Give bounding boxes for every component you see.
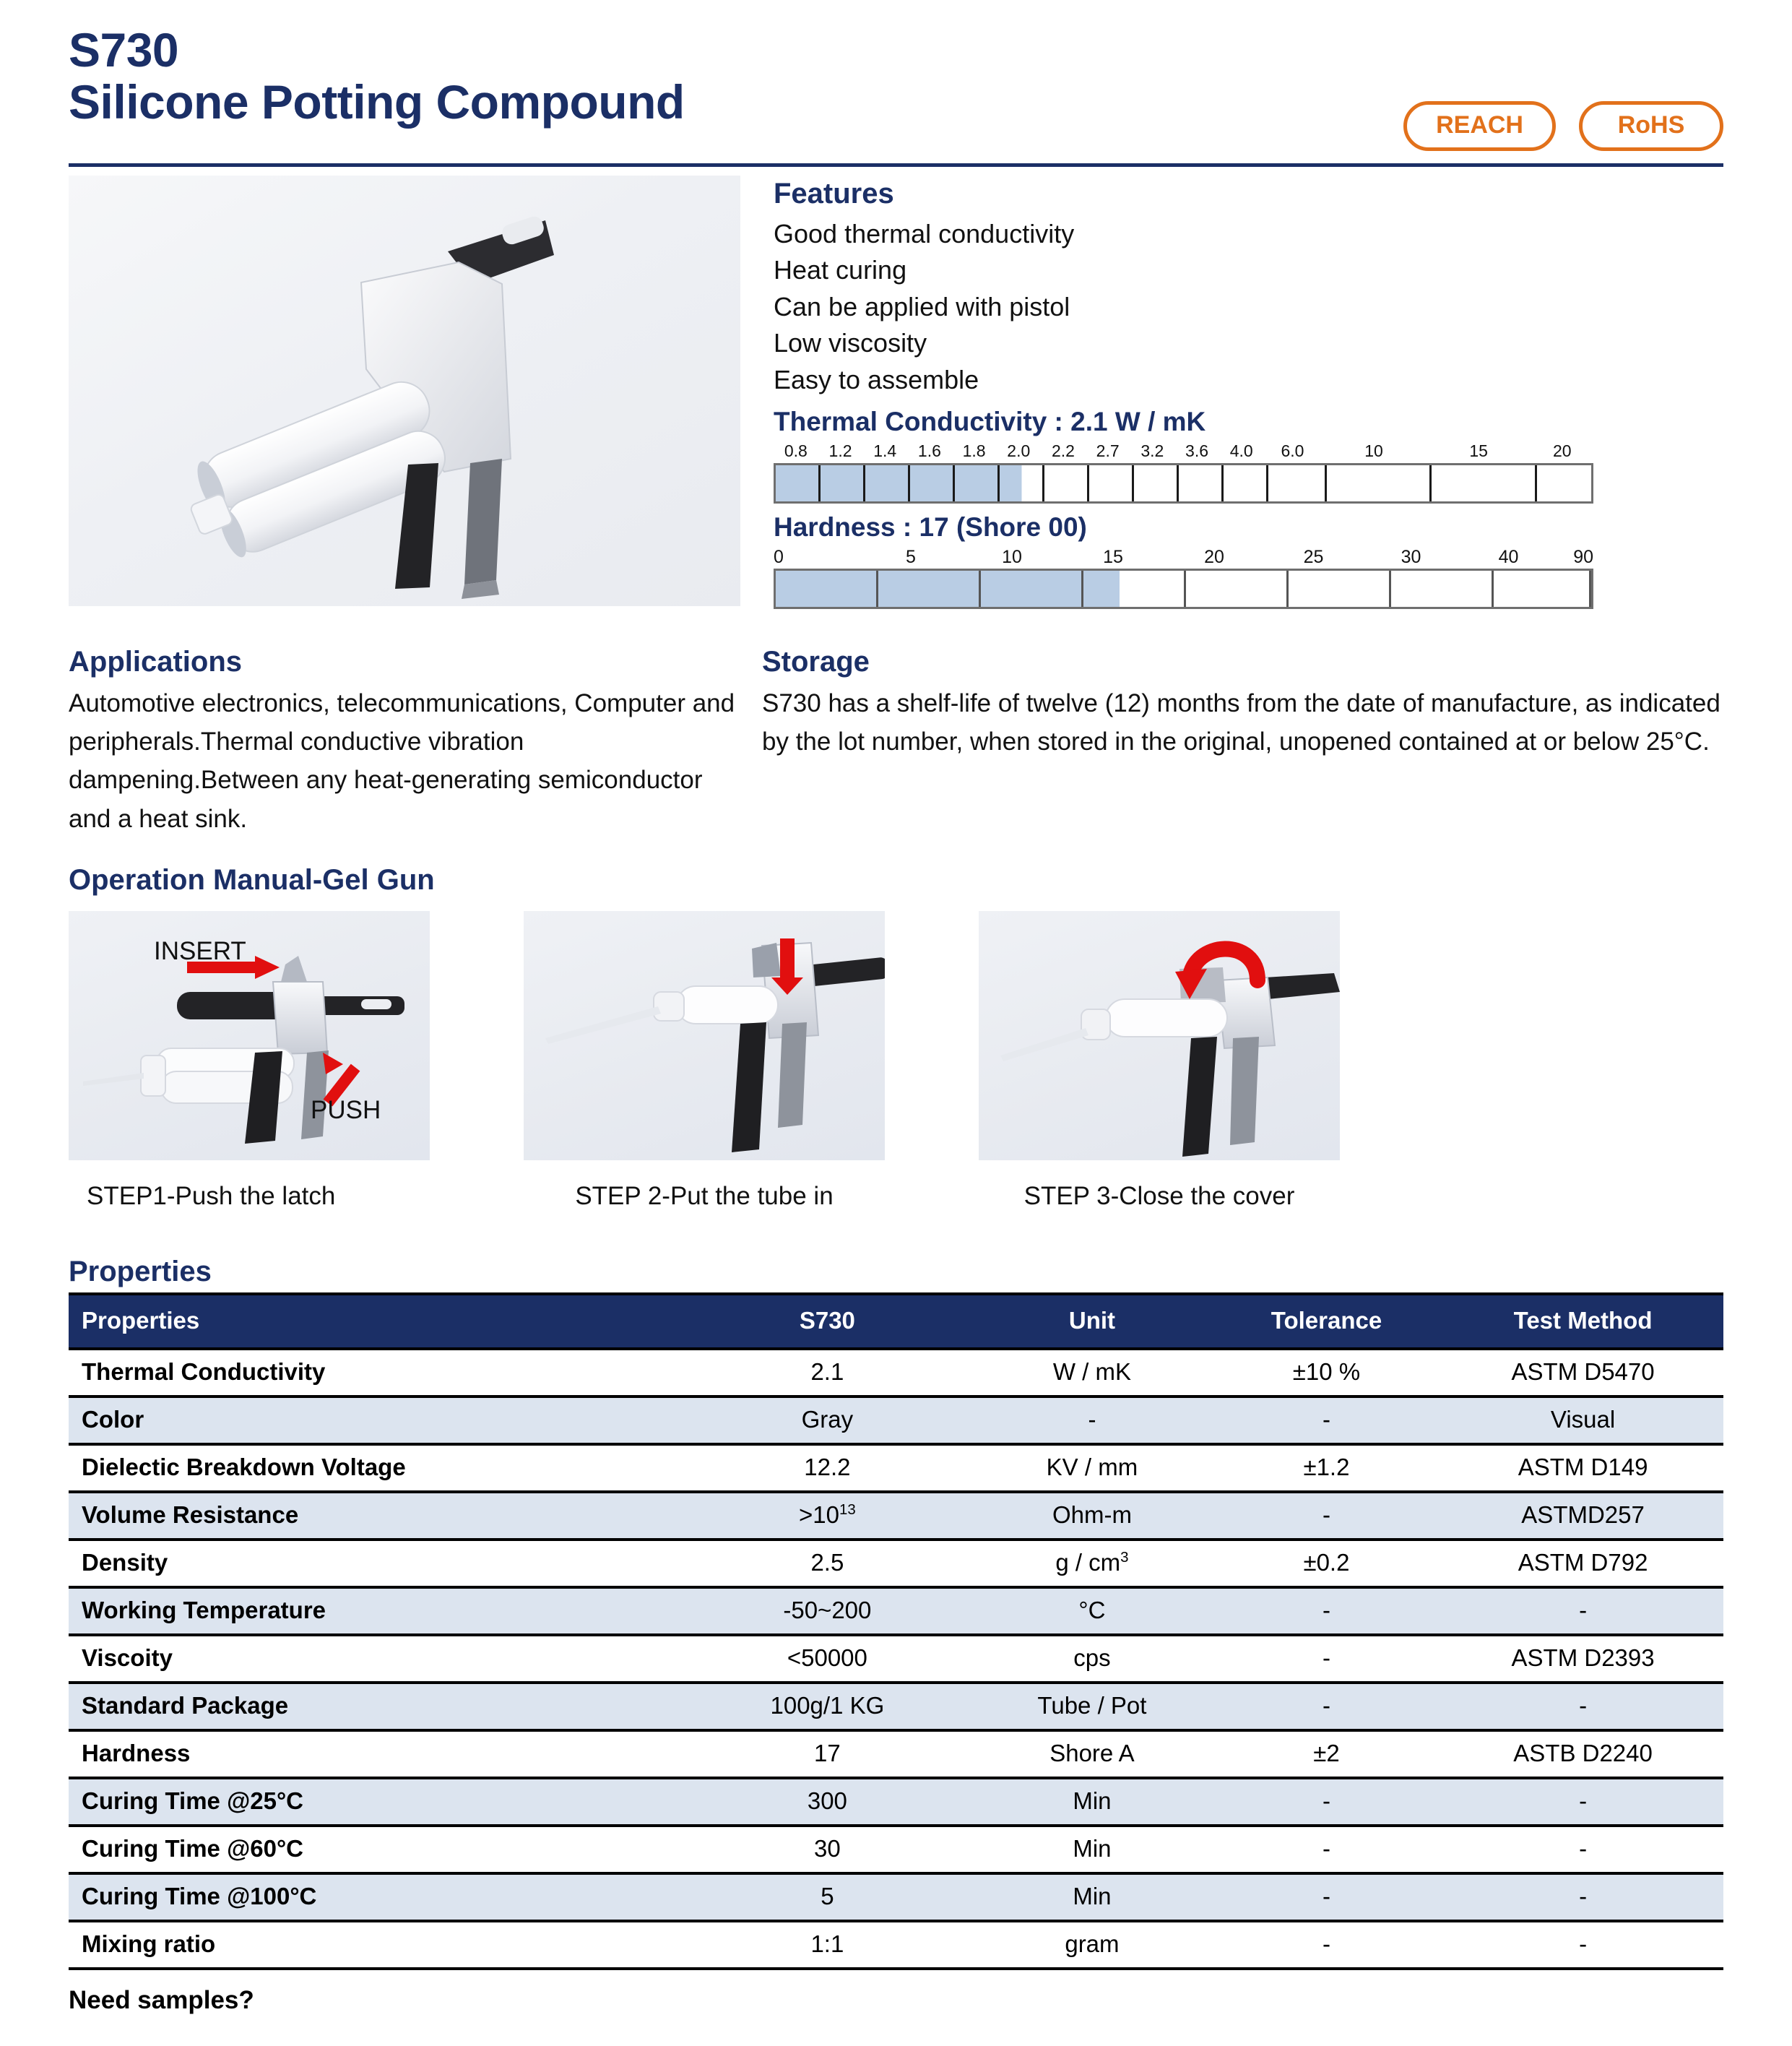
thermal-scale-ticks <box>774 441 1593 463</box>
hardness-scale-bar <box>774 569 1593 609</box>
row-tolerance: - <box>1211 1683 1442 1730</box>
row-value: 12.2 <box>681 1444 974 1492</box>
row-property-name: Working Temperature <box>69 1587 681 1635</box>
tick: 4.0 <box>1229 441 1253 460</box>
scale-segment <box>910 465 955 501</box>
step-3 <box>979 911 1340 1211</box>
col-header-unit: Unit <box>974 1294 1211 1349</box>
table-row <box>69 1778 1723 1826</box>
row-unit-exponent: 3 <box>1120 1548 1129 1566</box>
row-property-name: Color <box>69 1397 681 1444</box>
row-test-method: - <box>1442 1826 1723 1873</box>
row-test-method: ASTMD257 <box>1442 1492 1723 1540</box>
row-value-base: >10 <box>799 1501 839 1528</box>
scale-segment <box>1224 465 1268 501</box>
row-test-method: ASTM D5470 <box>1442 1349 1723 1397</box>
row-test-method: - <box>1442 1683 1723 1730</box>
properties-heading: Properties <box>69 1255 212 1287</box>
row-value: 1:1 <box>681 1921 974 1969</box>
features-heading: Features <box>774 178 894 210</box>
table-row <box>69 1921 1723 1969</box>
tick: 6.0 <box>1281 441 1304 460</box>
row-property-name: Mixing ratio <box>69 1921 681 1969</box>
row-unit: W / mK <box>974 1349 1211 1397</box>
tick: 5 <box>906 546 916 567</box>
feature-item: Low viscosity <box>774 328 927 358</box>
thermal-scale-bar <box>774 463 1593 504</box>
badge-reach[interactable]: REACH <box>1403 101 1556 151</box>
row-test-method: Visual <box>1442 1397 1723 1444</box>
row-value: 30 <box>681 1826 974 1873</box>
row-value: 5 <box>681 1873 974 1921</box>
row-unit: Tube / Pot <box>974 1683 1211 1730</box>
applications-column <box>69 644 748 838</box>
feature-item: Heat curing <box>774 255 907 285</box>
tick: 3.2 <box>1140 441 1164 460</box>
row-property-name: Volume Resistance <box>69 1492 681 1540</box>
row-unit: cps <box>974 1635 1211 1683</box>
scale-segment <box>1391 571 1494 607</box>
row-test-method: - <box>1442 1587 1723 1635</box>
row-property-name: Hardness <box>69 1730 681 1778</box>
row-tolerance: - <box>1211 1397 1442 1444</box>
tick: 15 <box>1103 546 1123 567</box>
row-unit: - <box>974 1397 1211 1444</box>
row-tolerance: ±10 % <box>1211 1349 1442 1397</box>
hardness-scale-ticks <box>774 547 1593 569</box>
table-row <box>69 1444 1723 1492</box>
need-samples-note: Need samples? <box>69 1985 254 2014</box>
thermal-conductivity-scale <box>774 441 1593 504</box>
properties-table <box>69 1292 1723 1970</box>
row-test-method: ASTM D2393 <box>1442 1635 1723 1683</box>
scale-segment <box>821 465 865 501</box>
row-test-method: - <box>1442 1873 1723 1921</box>
row-tolerance: ±2 <box>1211 1730 1442 1778</box>
row-property-name: Standard Package <box>69 1683 681 1730</box>
row-test-method: ASTB D2240 <box>1442 1730 1723 1778</box>
feature-item: Good thermal conductivity <box>774 219 1075 249</box>
applications-text: Automotive electronics, telecommunications, Computer and peripherals.Thermal conductive vibration dampening.Between any heat-generating semiconductor and a heat sink. <box>69 689 735 833</box>
step-2 <box>524 911 885 1211</box>
row-unit: Ohm-m <box>974 1492 1211 1540</box>
row-tolerance: ±0.2 <box>1211 1540 1442 1587</box>
tick: 1.8 <box>962 441 986 460</box>
row-value: -50~200 <box>681 1587 974 1635</box>
features-section <box>761 176 1723 609</box>
row-property-name: Dielectic Breakdown Voltage <box>69 1444 681 1492</box>
tick: 90 <box>1573 546 1593 567</box>
tick: 2.0 <box>1007 441 1031 460</box>
scale-segment <box>1268 465 1326 501</box>
step-1-image <box>69 911 430 1160</box>
row-unit: Min <box>974 1778 1211 1826</box>
row-unit-base: g / cm <box>1055 1548 1121 1576</box>
row-property-name: Curing Time @25°C <box>69 1778 681 1826</box>
hardness-scale <box>774 547 1593 609</box>
scale-segment <box>1044 465 1089 501</box>
row-property-name: Thermal Conductivity <box>69 1349 681 1397</box>
row-unit: gram <box>974 1921 1211 1969</box>
scale-segment <box>1186 571 1289 607</box>
scale-segment <box>1537 465 1591 501</box>
row-value: 17 <box>681 1730 974 1778</box>
row-value: <50000 <box>681 1635 974 1683</box>
scale-segment <box>1289 571 1391 607</box>
properties-table-head <box>69 1294 1723 1349</box>
product-photo <box>69 176 740 606</box>
storage-heading: Storage <box>762 645 870 678</box>
product-code: S730 <box>69 23 179 77</box>
gel-gun-step3-illustration <box>979 911 1340 1160</box>
properties-table-body <box>69 1349 1723 1969</box>
row-value: 100g/1 KG <box>681 1683 974 1730</box>
tick: 3.6 <box>1185 441 1209 460</box>
row-property-name: Viscoity <box>69 1635 681 1683</box>
gel-gun-step2-illustration <box>524 911 885 1160</box>
row-tolerance: ±1.2 <box>1211 1444 1442 1492</box>
col-header-properties: Properties <box>69 1294 681 1349</box>
step-3-image <box>979 911 1340 1160</box>
table-row <box>69 1540 1723 1587</box>
operation-manual-heading: Operation Manual-Gel Gun <box>69 863 435 896</box>
table-header-row <box>69 1294 1723 1349</box>
table-row <box>69 1492 1723 1540</box>
row-tolerance: - <box>1211 1492 1442 1540</box>
tick: 1.2 <box>828 441 852 460</box>
row-test-method: - <box>1442 1778 1723 1826</box>
scale-segment <box>1089 465 1134 501</box>
row-unit <box>974 1540 1211 1587</box>
row-tolerance: - <box>1211 1921 1442 1969</box>
row-tolerance: - <box>1211 1873 1442 1921</box>
dual-cartridge-gun-illustration <box>69 176 740 606</box>
scale-segment <box>1134 465 1179 501</box>
scale-segment <box>1494 571 1591 607</box>
scale-segment-partial <box>1000 465 1044 501</box>
table-row <box>69 1730 1723 1778</box>
col-header-s730: S730 <box>681 1294 974 1349</box>
step-2-image <box>524 911 885 1160</box>
table-row <box>69 1683 1723 1730</box>
scale-segment <box>955 465 1000 501</box>
row-test-method: - <box>1442 1921 1723 1969</box>
storage-column <box>748 644 1723 838</box>
row-unit: KV / mm <box>974 1444 1211 1492</box>
table-row <box>69 1826 1723 1873</box>
tick: 10 <box>1364 441 1383 460</box>
col-header-tolerance: Tolerance <box>1211 1294 1442 1349</box>
row-value: 2.1 <box>681 1349 974 1397</box>
row-property-name: Density <box>69 1540 681 1587</box>
step-3-caption: STEP 3-Close the cover <box>1023 1181 1295 1210</box>
row-property-name: Curing Time @100°C <box>69 1873 681 1921</box>
scale-segment <box>776 571 878 607</box>
scale-segment <box>878 571 981 607</box>
row-unit: Min <box>974 1826 1211 1873</box>
scale-segment <box>776 465 821 501</box>
product-name: Silicone Potting Compound <box>69 75 685 129</box>
operation-steps <box>69 911 1723 1211</box>
row-property-name: Curing Time @60°C <box>69 1826 681 1873</box>
table-row <box>69 1587 1723 1635</box>
badge-rohs[interactable]: RoHS <box>1579 101 1723 151</box>
tick: 20 <box>1204 546 1224 567</box>
scale-segment <box>981 571 1083 607</box>
tick: 10 <box>1002 546 1022 567</box>
row-value <box>681 1492 974 1540</box>
tick: 2.7 <box>1096 441 1120 460</box>
tick: 25 <box>1303 546 1324 567</box>
tick: 0 <box>774 546 784 567</box>
row-test-method: ASTM D792 <box>1442 1540 1723 1587</box>
insert-label: INSERT <box>154 936 246 965</box>
scale-segment <box>865 465 910 501</box>
tick: 0.8 <box>784 441 808 460</box>
table-row <box>69 1635 1723 1683</box>
applications-heading: Applications <box>69 645 243 678</box>
push-label: PUSH <box>311 1095 381 1124</box>
row-test-method: ASTM D149 <box>1442 1444 1723 1492</box>
step-2-caption: STEP 2-Put the tube in <box>575 1181 834 1210</box>
step-1 <box>69 911 430 1211</box>
thermal-conductivity-heading: Thermal Conductivity : 2.1 W / mK <box>774 406 1206 436</box>
storage-text: S730 has a shelf-life of twelve (12) months from the date of manufacture, as indicated by the lot number, when stored in the original, unopened contained at or below 25°C. <box>762 689 1720 756</box>
step-1-caption: STEP1-Push the latch <box>87 1181 336 1210</box>
scale-segment <box>1432 465 1537 501</box>
scale-segment <box>1179 465 1224 501</box>
tick: 2.2 <box>1051 441 1075 460</box>
tick: 30 <box>1401 546 1421 567</box>
applications-storage-section <box>69 644 1723 838</box>
title-block <box>69 23 685 131</box>
row-unit: Min <box>974 1873 1211 1921</box>
row-unit: Shore A <box>974 1730 1211 1778</box>
tick: 1.4 <box>873 441 897 460</box>
row-value: Gray <box>681 1397 974 1444</box>
compliance-badges <box>1403 101 1723 151</box>
scale-segment-partial <box>1083 571 1186 607</box>
feature-item: Easy to assemble <box>774 364 979 394</box>
row-value: 300 <box>681 1778 974 1826</box>
row-unit: °C <box>974 1587 1211 1635</box>
row-tolerance: - <box>1211 1635 1442 1683</box>
table-row <box>69 1873 1723 1921</box>
tick: 40 <box>1498 546 1519 567</box>
page-header <box>69 0 1723 156</box>
table-row <box>69 1397 1723 1444</box>
col-header-test-method: Test Method <box>1442 1294 1723 1349</box>
row-tolerance: - <box>1211 1587 1442 1635</box>
top-section <box>69 176 1723 609</box>
row-tolerance: - <box>1211 1778 1442 1826</box>
tick: 1.6 <box>917 441 941 460</box>
table-row <box>69 1349 1723 1397</box>
tick: 20 <box>1553 441 1572 460</box>
scale-segment <box>1327 465 1432 501</box>
feature-item: Can be applied with pistol <box>774 291 1070 321</box>
row-value-exponent: 13 <box>839 1501 856 1518</box>
row-value: 2.5 <box>681 1540 974 1587</box>
tick: 15 <box>1469 441 1488 460</box>
hardness-heading: Hardness : 17 (Shore 00) <box>774 512 1087 542</box>
header-divider <box>69 163 1723 167</box>
row-tolerance: - <box>1211 1826 1442 1873</box>
